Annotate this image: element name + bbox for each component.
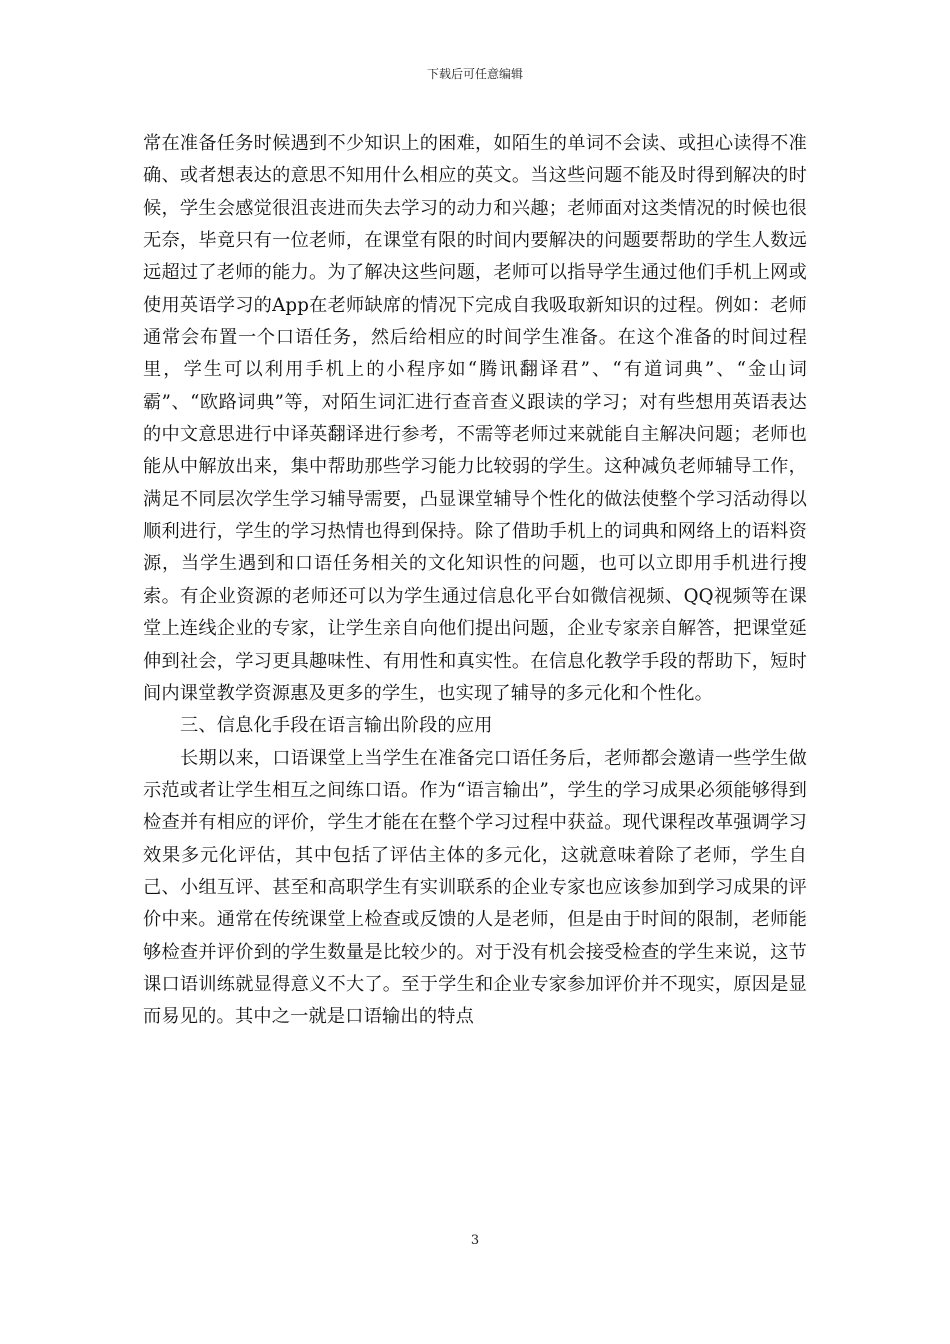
body-paragraph-continued: 常在准备任务时候遇到不少知识上的困难，如陌生的单词不会读、或担心读得不准确、或者想表达的意思不知用什么相应的英文。当这些问题不能及时得到解决的时候，学生会感觉很沮丧进而失去学习的动力和兴趣；老师面对这类情况的时候也很无奈，毕竟只有一位老师，在课堂有限的时间内要解决的问题要帮助的学生人数远远超过了老师的能力。为了解决这些问题，老师可以指导学生通过他们手机上网或使用英语学习的App在老师缺席的情况下完成自我吸取新知识的过程。例如：老师通常会布置一个口语任务，然后给相应的时间学生准备。在这个准备的时间过程里，学生可以利用手机上的小程序如“腾讯翻译君”、“有道词典”、“金山词霸”、“欧路词典”等，对陌生词汇进行查音查义跟读的学习；对有些想用英语表达的中文意思进行中译英翻译进行参考，不需等老师过来就能自主解决问题；老师也能从中解放出来，集中帮助那些学习能力比较弱的学生。这种减负老师辅导工作，满足不同层次学生学习辅导需要，凸显课堂辅导个性化的做法使整个学习活动得以顺利进行，学生的学习热情也得到保持。除了借助手机上的词典和网络上的语料资源，当学生遇到和口语任务相关的文化知识性的问题，也可以立即用手机进行搜索。有企业资源的老师还可以为学生通过信息化平台如微信视频、QQ视频等在课堂上连线企业的专家，让学生亲自向他们提出问题，企业专家亲自解答，把课堂延伸到社会，学习更具趣味性、有用性和真实性。在信息化教学手段的帮助下，短时间内课堂教学资源惠及更多的学生，也实现了辅导的多元化和个性化。 [143, 133, 807, 704]
document-body [143, 128, 807, 1034]
body-paragraph: 长期以来，口语课堂上当学生在准备完口语任务后，老师都会邀请一些学生做示范或者让学生相互之间练口语。作为“语言输出”，学生的学习成果必须能够得到检查并有相应的评价，学生才能在在整个学习过程中获益。现代课程改革强调学习效果多元化评估，其中包括了评估主体的多元化，这就意味着除了老师，学生自己、小组互评、甚至和高职学生有实训联系的企业专家也应该参加到学习成果的评价中来。通常在传统课堂上检查或反馈的人是老师，但是由于时间的限制，老师能够检查并评价到的学生数量是比较少的。对于没有机会接受检查的学生来说，这节课口语训练就显得意义不大了。至于学生和企业专家参加评价并不现实，原因是显而易见的。其中之一就是口语输出的特点 [143, 747, 807, 1028]
section-heading-3: 三、信息化手段在语言输出阶段的应用 [180, 715, 493, 737]
page-header: 下载后可任意编辑 [426, 67, 523, 81]
page-number: 3 [470, 1233, 480, 1248]
